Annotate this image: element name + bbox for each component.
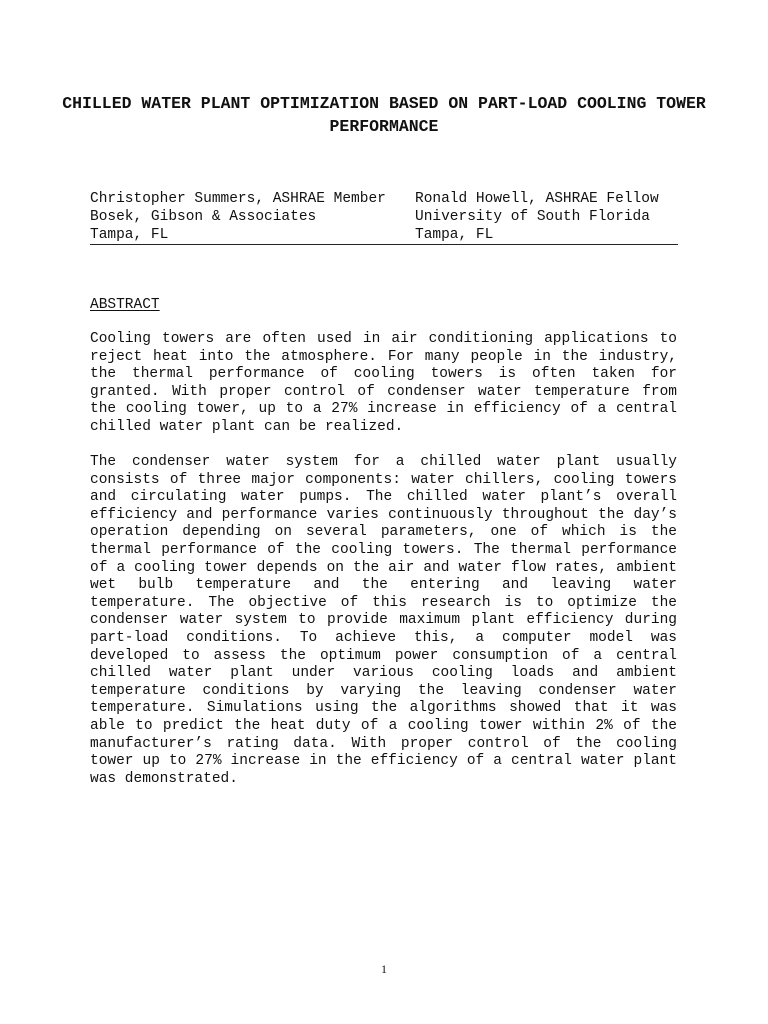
author-1-name: Christopher Summers, ASHRAE Member: [90, 191, 386, 207]
author-2-location: Tampa, FL: [415, 227, 494, 243]
author-block: [90, 190, 678, 245]
author-1-affiliation: Bosek, Gibson & Associates: [90, 209, 317, 225]
abstract-heading: ABSTRACT: [90, 297, 160, 313]
author-2-affiliation: University of South Florida: [415, 209, 650, 225]
page-number: 1: [381, 962, 387, 976]
author-2-name: Ronald Howell, ASHRAE Fellow: [415, 191, 659, 207]
author-2: [415, 190, 659, 244]
abstract-paragraph-1: Cooling towers are often used in air conditioning applications to reject heat into the atmosphere. For many people in the industry, the thermal performance of cooling towers is often taken for granted. With proper control of condenser water temperature from the cooling tower, up to a 27% increase in efficiency of a central chilled water plant can be realized.: [90, 331, 677, 435]
author-1-location: Tampa, FL: [90, 227, 169, 243]
paper-title: CHILLED WATER PLANT OPTIMIZATION BASED ON PART-LOAD COOLING TOWER PERFORMANCE: [62, 94, 706, 136]
abstract-paragraph-2: The condenser water system for a chilled water plant usually consists of three major components: water chillers, cooling towers and circulating water pumps. The chilled water plant’s overall efficiency and performance varies continuously throughout the day’s operation depending on several parameters, one of which is the thermal performance of the cooling towers. The thermal performance of a cooling tower depends on the air and water flow rates, ambient wet bulb temperature and the entering and leaving water temperature. The objective of this research is to optimize the condenser water system to provide maximum plant efficiency during part-load conditions. To achieve this, a computer model was developed to assess the optimum power consumption of a central chilled water plant under various cooling loads and ambient temperature conditions by varying the leaving condenser water temperature. Simulations using the algorithms showed that it was able to predict the heat duty of a cooling tower within 2% of the manufacturer’s rating data. With proper control of the cooling tower up to 27% increase in the efficiency of a central water plant was demonstrated.: [90, 454, 677, 787]
author-1: [90, 190, 386, 244]
